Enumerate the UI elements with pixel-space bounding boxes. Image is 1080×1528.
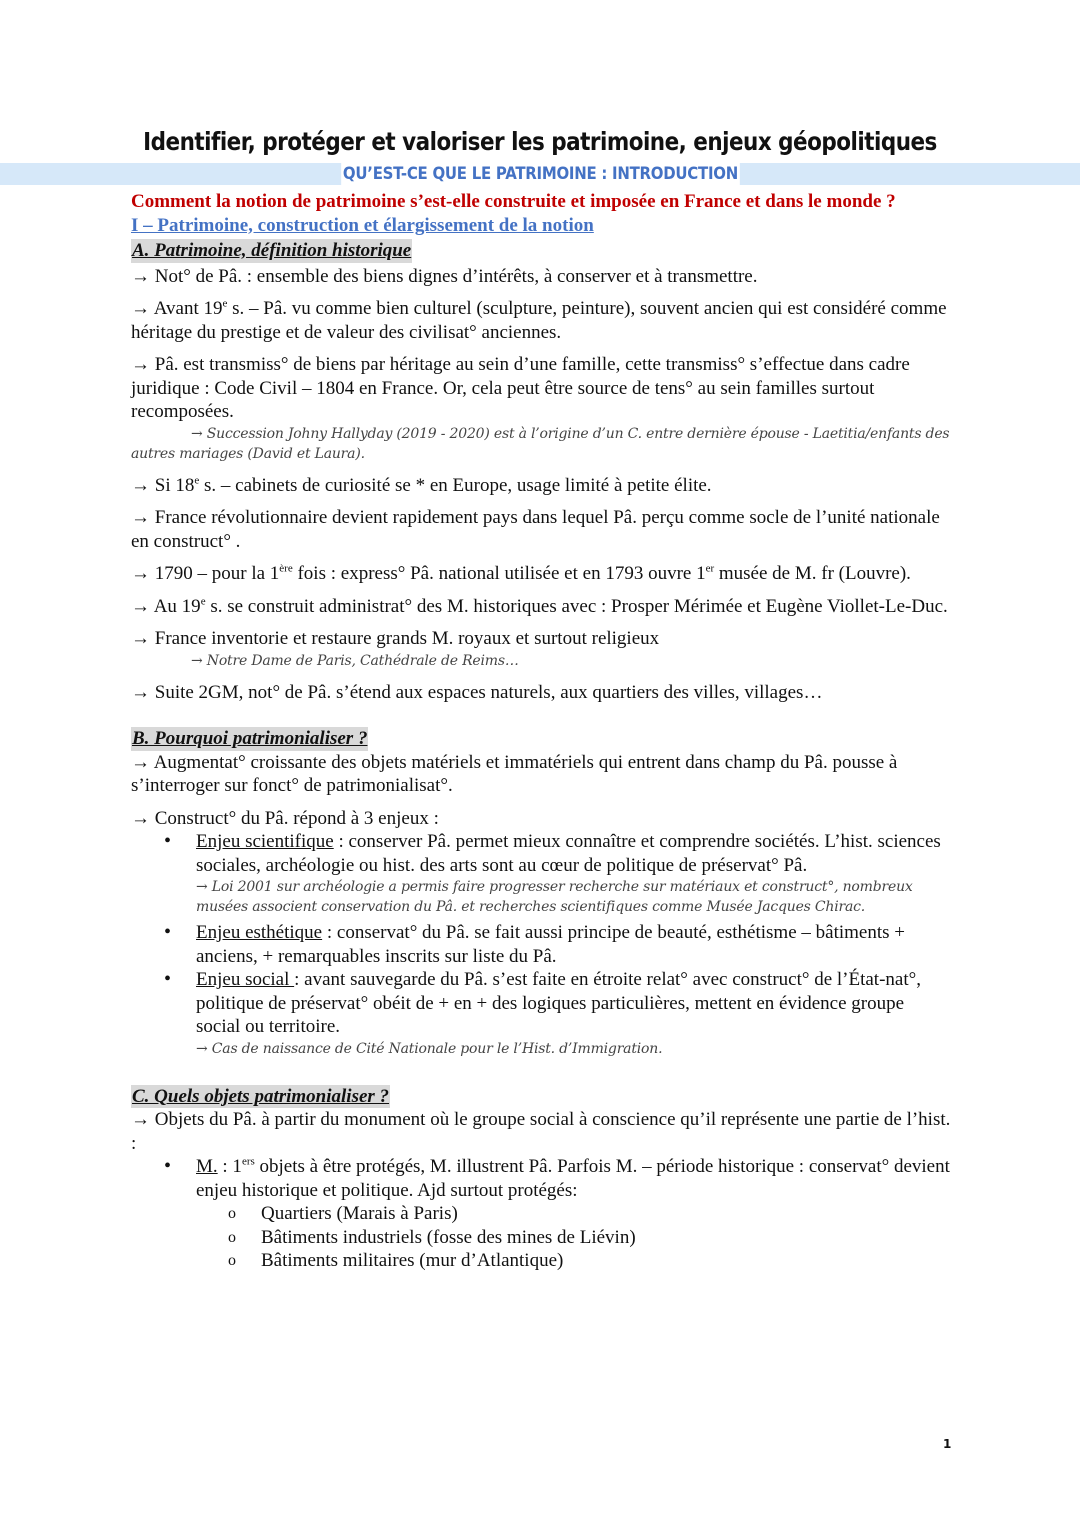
paragraph: → Suite 2GM, not° de Pâ. s’étend aux espaces naturels, aux quartiers des villes, villages… <box>131 681 823 703</box>
section-b <box>131 727 953 1059</box>
handwritten-note: → Notre Dame de Paris, Cathédrale de Reims… <box>191 652 519 669</box>
paragraph: → France révolutionnaire devient rapidement pays dans lequel Pâ. perçu comme socle de l’unité nationale en construct° . <box>131 507 940 552</box>
paragraph: → Objets du Pâ. à partir du monument où le groupe social à conscience qu’il représente une partie de l’hist. : <box>131 1109 951 1154</box>
paragraph: → 1790 – pour la 1ère fois : express° Pâ. national utilisée et en 1793 ouvre 1er musée de M. fr (Louvre). <box>131 562 911 584</box>
stakes-list <box>131 830 953 1059</box>
handwritten-note: → Succession Johny Hallyday (2019 - 2020) est à l’origine d’un C. entre dernière épouse - Laetitia/enfants des autres mariages (David et Laura). <box>131 425 950 462</box>
document-subtitle <box>0 163 1080 185</box>
objects-list <box>131 1155 953 1273</box>
paragraph: → Avant 19e s. – Pâ. vu comme bien culturel (sculpture, peinture), souvent ancien qui est considéré comme héritage du prestige et de valeur des civilisat° anciennes. <box>131 297 947 343</box>
section-heading: B. Pourquoi patrimonialiser ? <box>132 728 368 749</box>
list-item: • Enjeu social : avant sauvegarde du Pâ. s’est faite en étroite relat° avec construct° de l’État-nat°, politique de préservat° obéit de + en + des logiques particulières, mettent en évidence groupe social ou territoire. → Cas de naissance de Cité Nationale pour le l’Hist. d’Immigration. <box>196 968 953 1059</box>
paragraph: → Au 19e s. se construit administrat° des M. historiques avec : Prosper Mérimée et Eugène Viollet-Le-Duc. <box>131 595 948 617</box>
sub-list <box>196 1202 953 1273</box>
section-c <box>131 1085 953 1273</box>
paragraph: → Construct° du Pâ. répond à 3 enjeux : <box>131 807 439 829</box>
sub-list-item: o Bâtiments industriels (fosse des mines de Liévin) <box>261 1226 953 1250</box>
document-body <box>131 190 953 1273</box>
paragraph: → Not° de Pâ. : ensemble des biens dignes d’intérêts, à conserver et à transmettre. <box>131 265 758 287</box>
section-heading: C. Quels objets patrimonialiser ? <box>132 1085 390 1107</box>
list-item: • Enjeu scientifique : conserver Pâ. permet mieux connaître et comprendre sociétés. L’hist. sciences sociales, archéologie ou hist. des arts sont au cœur de politique de préservat° Pâ. → Loi 2001 sur archéologie a permis faire progresser recherche sur matériaux et construct°, nombreux musées associent conservation du Pâ. et recherches scientifiques comme Musée Jacques Chirac. <box>196 830 953 917</box>
handwritten-note: → Loi 2001 sur archéologie a permis faire progresser recherche sur matériaux et construct°, nombreux musées associent conservation du Pâ. et recherches scientifiques comme Musée Jacques Chirac. <box>196 879 913 915</box>
subtitle-text: QU’EST-CE QUE LE PATRIMOINE : INTRODUCTION <box>342 164 738 184</box>
list-item: • Enjeu esthétique : conservat° du Pâ. se fait aussi principe de beauté, esthétisme – bâtiments + anciens, + remarquables inscrits sur liste du Pâ. <box>196 921 953 968</box>
list-item: • M. : 1ers objets à être protégés, M. illustrent Pâ. Parfois M. – période historique : conservat° devient enjeu historique et politique. Ajd surtout protégés: o Quartiers (Marais à Paris) o Bâtiments industriels (fosse des mines de Liévin) o Bâtiments militaires (mur d’Atlantique) <box>196 1155 953 1273</box>
section-a <box>131 239 953 704</box>
document-title: Identifier, protéger et valoriser les patrimoine, enjeux géopolitiques <box>143 127 937 156</box>
paragraph: → France inventorie et restaure grands M. royaux et surtout religieux <box>131 628 660 649</box>
paragraph: → Pâ. est transmiss° de biens par héritage au sein d’une famille, cette transmiss° s’effectue dans cadre juridique : Code Civil – 1804 en France. Or, cela peut être source de tens° au sein familles surtout recomposées. <box>131 354 910 422</box>
part-heading: I – Patrimoine, construction et élargissement de la notion <box>131 214 594 236</box>
paragraph: → Si 18e s. – cabinets de curiosité se * en Europe, usage limité à petite élite. <box>131 474 712 496</box>
handwritten-note: → Cas de naissance de Cité Nationale pour le l’Hist. d’Immigration. <box>196 1040 663 1057</box>
section-heading: A. Patrimoine, définition historique <box>132 240 412 261</box>
paragraph: → Augmentat° croissante des objets matériels et immatériels qui entrent dans champ du Pâ. pousse à s’interroger sur fonct° de patrimonialisat°. <box>131 751 898 796</box>
central-question: Comment la notion de patrimoine s’est-elle construite et imposée en France et dans le monde ? <box>131 191 896 212</box>
page-number: 1 <box>943 1437 952 1451</box>
sub-list-item: o Bâtiments militaires (mur d’Atlantique) <box>261 1249 953 1273</box>
sub-list-item: o Quartiers (Marais à Paris) <box>261 1202 953 1226</box>
